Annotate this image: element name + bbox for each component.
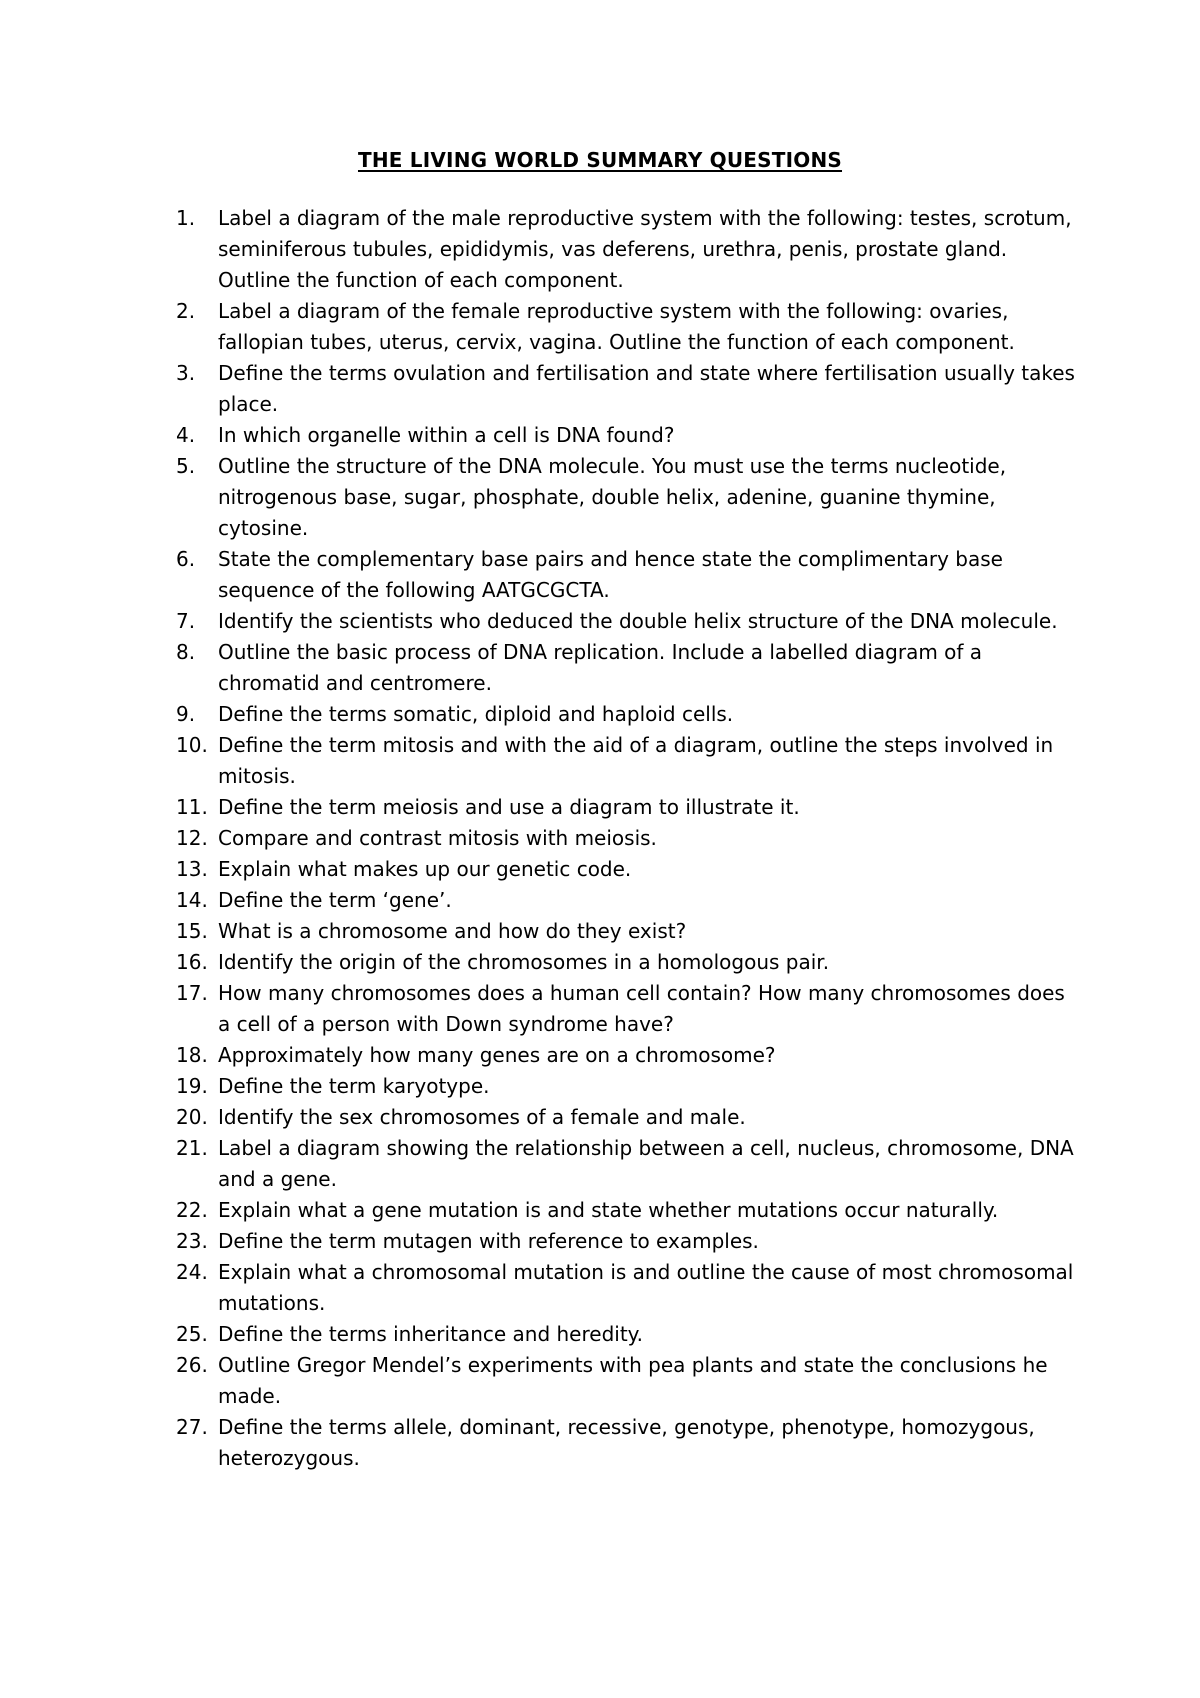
question-text: Outline the basic process of DNA replication. Include a labelled diagram of a chromatid and centromere. — [218, 640, 983, 695]
question-number: 7. — [176, 609, 196, 633]
question-item — [176, 916, 1076, 947]
question-item — [176, 823, 1076, 854]
question-number: 24. — [176, 1260, 208, 1284]
question-item — [176, 1257, 1076, 1319]
question-number: 5. — [176, 454, 196, 478]
question-text: Outline Gregor Mendel’s experiments with pea plants and state the conclusions he made. — [218, 1353, 1048, 1408]
question-number: 20. — [176, 1105, 208, 1129]
question-text: In which organelle within a cell is DNA found? — [218, 423, 675, 447]
question-text: Identify the origin of the chromosomes in a homologous pair. — [218, 950, 830, 974]
question-number: 21. — [176, 1136, 208, 1160]
question-item — [176, 1071, 1076, 1102]
question-item — [176, 1226, 1076, 1257]
question-item — [176, 296, 1076, 358]
question-number: 10. — [176, 733, 208, 757]
question-number: 23. — [176, 1229, 208, 1253]
question-number: 6. — [176, 547, 196, 571]
question-number: 17. — [176, 981, 208, 1005]
question-text: State the complementary base pairs and hence state the complimentary base sequence of the following AATGCGCTA. — [218, 547, 1003, 602]
question-number: 13. — [176, 857, 208, 881]
question-number: 14. — [176, 888, 208, 912]
question-number: 16. — [176, 950, 208, 974]
question-item — [176, 730, 1076, 792]
question-number: 9. — [176, 702, 196, 726]
question-item — [176, 637, 1076, 699]
question-number: 11. — [176, 795, 208, 819]
question-text: Compare and contrast mitosis with meiosis. — [218, 826, 657, 850]
question-item — [176, 1319, 1076, 1350]
question-item — [176, 203, 1076, 296]
question-item — [176, 420, 1076, 451]
question-text: Label a diagram showing the relationship between a cell, nucleus, chromosome, DNA and a gene. — [218, 1136, 1074, 1191]
question-text: Define the term karyotype. — [218, 1074, 490, 1098]
question-text: Define the terms inheritance and heredity. — [218, 1322, 644, 1346]
question-text: Explain what makes up our genetic code. — [218, 857, 632, 881]
question-number: 22. — [176, 1198, 208, 1222]
question-item — [176, 1195, 1076, 1226]
question-item — [176, 451, 1076, 544]
question-item — [176, 1412, 1076, 1474]
question-text: Label a diagram of the female reproductive system with the following: ovaries, fallopian tubes, uterus, cervix, vagina. Outline the function of each component. — [218, 299, 1015, 354]
question-text: What is a chromosome and how do they exist? — [218, 919, 687, 943]
question-text: Define the term mitosis and with the aid of a diagram, outline the steps involved in mitosis. — [218, 733, 1054, 788]
question-item — [176, 544, 1076, 606]
page-title: THE LIVING WORLD SUMMARY QUESTIONS — [357, 148, 843, 172]
question-text: Explain what a chromosomal mutation is and outline the cause of most chromosomal mutations. — [218, 1260, 1074, 1315]
question-item — [176, 358, 1076, 420]
question-text: Identify the sex chromosomes of a female and male. — [218, 1105, 746, 1129]
question-text: Define the term meiosis and use a diagram to illustrate it. — [218, 795, 800, 819]
question-number: 3. — [176, 361, 196, 385]
question-text: Identify the scientists who deduced the double helix structure of the DNA molecule. — [218, 609, 1058, 633]
question-text: Define the term ‘gene’. — [218, 888, 452, 912]
question-item — [176, 1102, 1076, 1133]
question-number: 12. — [176, 826, 208, 850]
question-item — [176, 947, 1076, 978]
question-number: 25. — [176, 1322, 208, 1346]
question-text: Label a diagram of the male reproductive system with the following: testes, scrotum, seminiferous tubules, epididymis, vas deferens, urethra, penis, prostate gland. Outline the function of each component. — [218, 206, 1072, 292]
question-text: Approximately how many genes are on a chromosome? — [218, 1043, 776, 1067]
question-list — [176, 203, 1076, 1474]
question-item — [176, 1040, 1076, 1071]
question-text: Define the term mutagen with reference to examples. — [218, 1229, 759, 1253]
question-number: 26. — [176, 1353, 208, 1377]
question-number: 1. — [176, 206, 196, 230]
question-item — [176, 699, 1076, 730]
question-item — [176, 854, 1076, 885]
question-item — [176, 978, 1076, 1040]
question-text: Define the terms somatic, diploid and haploid cells. — [218, 702, 734, 726]
question-number: 4. — [176, 423, 196, 447]
question-number: 19. — [176, 1074, 208, 1098]
question-text: Explain what a gene mutation is and state whether mutations occur naturally. — [218, 1198, 999, 1222]
question-item — [176, 1350, 1076, 1412]
question-item — [176, 1133, 1076, 1195]
question-number: 2. — [176, 299, 196, 323]
question-item — [176, 792, 1076, 823]
question-item — [176, 606, 1076, 637]
question-number: 15. — [176, 919, 208, 943]
question-text: How many chromosomes does a human cell contain? How many chromosomes does a cell of a person with Down syndrome have? — [218, 981, 1065, 1036]
question-text: Define the terms ovulation and fertilisation and state where fertilisation usually takes place. — [218, 361, 1075, 416]
question-number: 8. — [176, 640, 196, 664]
question-text: Define the terms allele, dominant, recessive, genotype, phenotype, homozygous, heterozygous. — [218, 1415, 1035, 1470]
question-item — [176, 885, 1076, 916]
question-number: 27. — [176, 1415, 208, 1439]
question-text: Outline the structure of the DNA molecule. You must use the terms nucleotide, nitrogenous base, sugar, phosphate, double helix, adenine, guanine thymine, cytosine. — [218, 454, 1007, 540]
question-number: 18. — [176, 1043, 208, 1067]
